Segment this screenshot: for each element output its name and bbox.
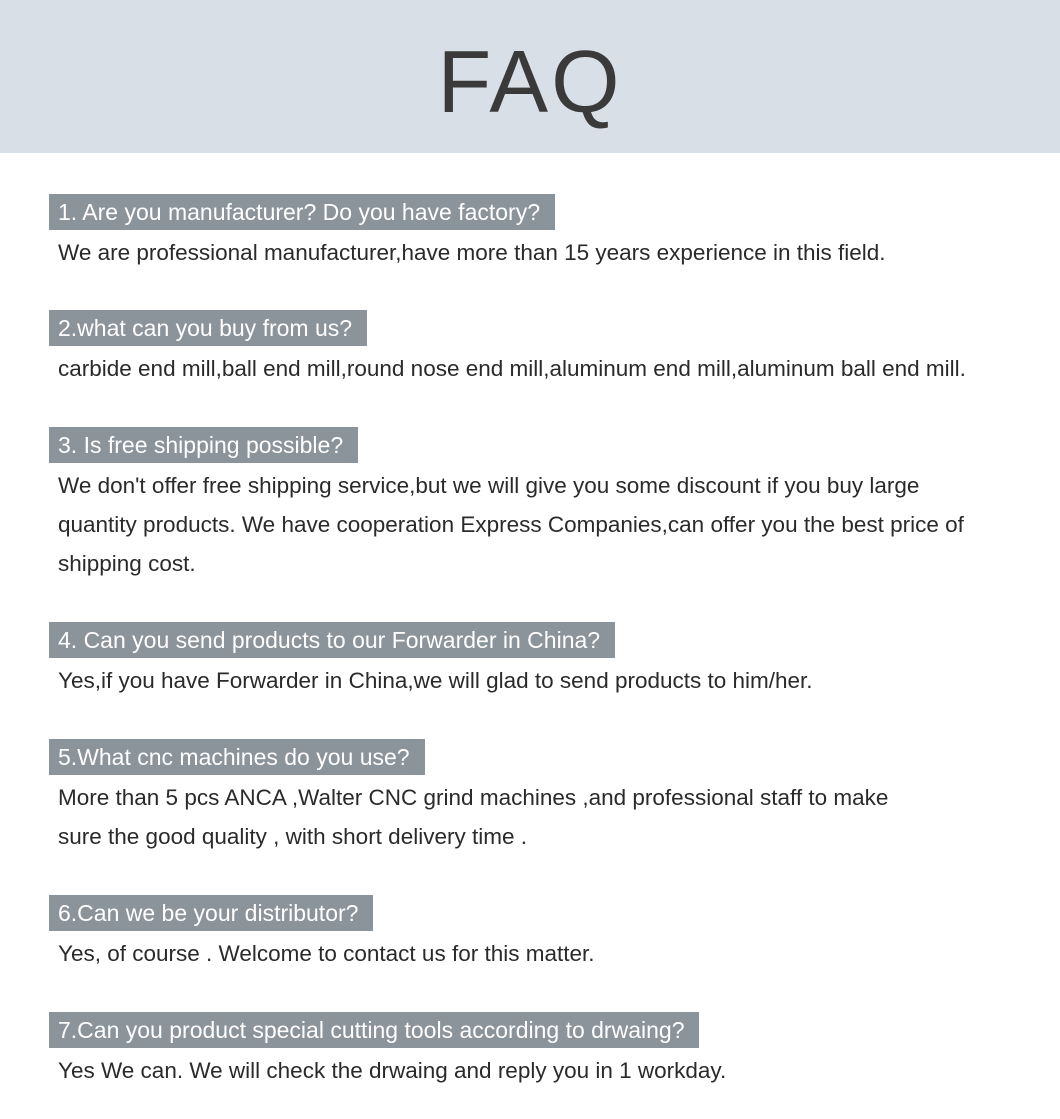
faq-question-3: 3. Is free shipping possible?	[49, 427, 358, 463]
header-banner	[0, 0, 1060, 153]
faq-item-2	[49, 310, 1039, 388]
faq-item-7	[49, 1012, 1039, 1090]
faq-item-6	[49, 895, 1039, 973]
faq-question-7: 7.Can you product special cutting tools according to drwaing?	[49, 1012, 699, 1048]
faq-question-1: 1. Are you manufacturer? Do you have factory?	[49, 194, 555, 230]
faq-question-2: 2.what can you buy from us?	[49, 310, 367, 346]
faq-answer-7: Yes We can. We will check the drwaing and reply you in 1 workday.	[58, 1058, 727, 1083]
faq-item-1	[49, 194, 1039, 272]
faq-item-5	[49, 739, 1039, 856]
faq-answer-3: We don't offer free shipping service,but we will give you some discount if you buy large quantity products. We have cooperation Express Companies,can offer you the best price of shipping cost.	[58, 473, 964, 576]
page-title: FAQ	[437, 32, 623, 131]
faq-question-4: 4. Can you send products to our Forwarder in China?	[49, 622, 615, 658]
faq-answer-1: We are professional manufacturer,have more than 15 years experience in this field.	[58, 240, 886, 265]
faq-item-4	[49, 622, 1039, 700]
faq-answer-4: Yes,if you have Forwarder in China,we will glad to send products to him/her.	[58, 668, 813, 693]
faq-answer-2: carbide end mill,ball end mill,round nose end mill,aluminum end mill,aluminum ball end mill.	[58, 356, 966, 381]
faq-item-3	[49, 427, 1039, 583]
faq-answer-5: More than 5 pcs ANCA ,Walter CNC grind machines ,and professional staff to make sure the good quality , with short delivery time .	[58, 785, 889, 849]
faq-answer-6: Yes, of course . Welcome to contact us for this matter.	[58, 941, 595, 966]
faq-question-6: 6.Can we be your distributor?	[49, 895, 373, 931]
faq-question-5: 5.What cnc machines do you use?	[49, 739, 425, 775]
